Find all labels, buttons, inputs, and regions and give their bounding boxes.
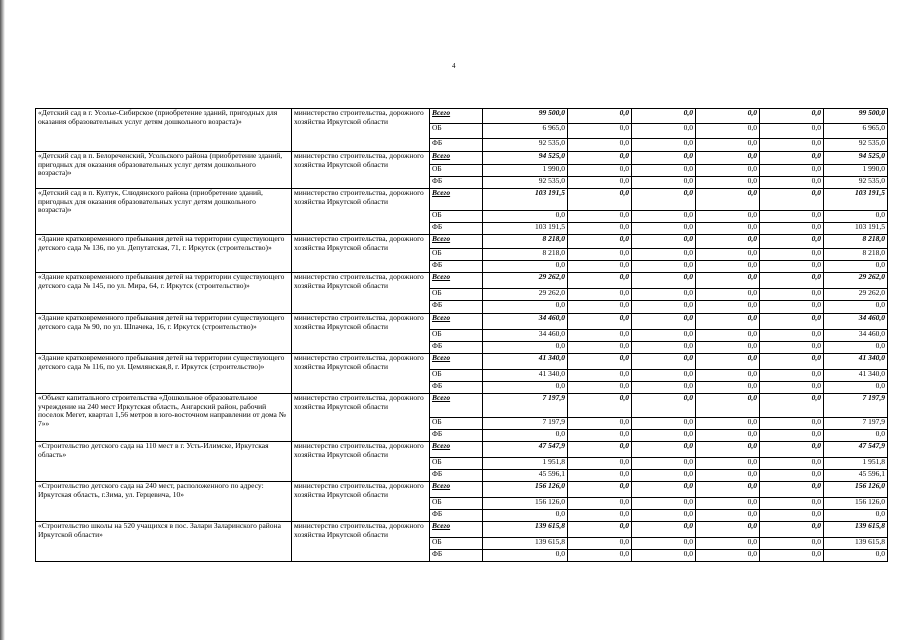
funding-source: Всего: [430, 235, 483, 249]
project-name: «Здание кратковременного пребывания детей на территории существующего детского сада № 136, по ул. Депутатская, 71, г. Иркутск (строительство)»: [36, 235, 292, 273]
amount-cell: 34 460,0: [483, 314, 568, 330]
amount-cell: 0,0: [483, 261, 568, 273]
amount-cell: 0,0: [696, 370, 760, 382]
amount-cell: 0,0: [696, 273, 760, 289]
project-name: «Объект капитального строительства «Дошкольное образовательное учреждение на 240 мест Иркутская область, Ангарский район, рабочий поселок Мегет, квартал 1,56 метров в юго-восточном направлении от дома № 7»»: [36, 394, 292, 442]
funding-source: ОБ: [430, 330, 483, 342]
table-body: [36, 109, 888, 562]
funding-source: ОБ: [430, 124, 483, 139]
amount-cell: 139 615,8: [824, 538, 888, 550]
project-executor: министерство строительства, дорожного хозяйства Иркутской области: [292, 394, 430, 442]
table-row: [36, 522, 888, 538]
amount-cell: 0,0: [760, 470, 824, 482]
amount-cell: 1 990,0: [824, 165, 888, 177]
amount-cell: 0,0: [632, 109, 696, 124]
amount-cell: 0,0: [632, 152, 696, 165]
amount-cell: 0,0: [632, 314, 696, 330]
amount-cell: 0,0: [760, 235, 824, 249]
amount-cell: 0,0: [632, 470, 696, 482]
funding-source: ОБ: [430, 249, 483, 261]
amount-cell: 41 340,0: [824, 370, 888, 382]
amount-cell: 0,0: [760, 538, 824, 550]
amount-cell: 0,0: [760, 418, 824, 430]
amount-cell: 0,0: [632, 418, 696, 430]
amount-cell: 0,0: [568, 301, 632, 314]
amount-cell: 156 126,0: [824, 482, 888, 498]
amount-cell: 7 197,9: [824, 418, 888, 430]
amount-cell: 92 535,0: [824, 177, 888, 189]
amount-cell: 6 965,0: [824, 124, 888, 139]
amount-cell: 99 500,0: [483, 109, 568, 124]
amount-cell: 0,0: [696, 510, 760, 522]
amount-cell: 0,0: [632, 510, 696, 522]
amount-cell: 0,0: [632, 189, 696, 211]
funding-source: Всего: [430, 354, 483, 370]
project-name: «Детский сад в п. Белореченский, Усольского района (приобретение зданий, пригодных для оказания образовательных услуг детям дошкольного возраста)»: [36, 152, 292, 189]
amount-cell: 0,0: [696, 342, 760, 354]
funding-source: ФБ: [430, 470, 483, 482]
amount-cell: 0,0: [696, 498, 760, 510]
amount-cell: 8 218,0: [483, 235, 568, 249]
amount-cell: 29 262,0: [483, 273, 568, 289]
amount-cell: 0,0: [483, 510, 568, 522]
amount-cell: 0,0: [568, 235, 632, 249]
project-executor: министерство строительства, дорожного хозяйства Иркутской области: [292, 235, 430, 273]
amount-cell: 0,0: [696, 314, 760, 330]
amount-cell: 0,0: [760, 273, 824, 289]
funding-source: Всего: [430, 109, 483, 124]
amount-cell: 99 500,0: [824, 109, 888, 124]
project-executor: министерство строительства, дорожного хозяйства Иркутской области: [292, 522, 430, 562]
amount-cell: 0,0: [760, 550, 824, 562]
amount-cell: 0,0: [632, 261, 696, 273]
funding-source: ФБ: [430, 342, 483, 354]
amount-cell: 1 990,0: [483, 165, 568, 177]
funding-source: ОБ: [430, 370, 483, 382]
amount-cell: 0,0: [760, 430, 824, 442]
amount-cell: 0,0: [760, 442, 824, 458]
funding-source: Всего: [430, 394, 483, 418]
amount-cell: 0,0: [760, 330, 824, 342]
amount-cell: 0,0: [760, 165, 824, 177]
funding-source: ОБ: [430, 289, 483, 301]
amount-cell: 0,0: [696, 538, 760, 550]
funding-source: ОБ: [430, 538, 483, 550]
table-row: [36, 235, 888, 249]
amount-cell: 0,0: [696, 470, 760, 482]
amount-cell: 0,0: [632, 223, 696, 235]
amount-cell: 94 525,0: [483, 152, 568, 165]
amount-cell: 139 615,8: [483, 538, 568, 550]
project-executor: министерство строительства, дорожного хозяйства Иркутской области: [292, 482, 430, 522]
amount-cell: 0,0: [696, 177, 760, 189]
amount-cell: 0,0: [483, 211, 568, 223]
amount-cell: 0,0: [568, 249, 632, 261]
amount-cell: 0,0: [696, 249, 760, 261]
amount-cell: 0,0: [632, 249, 696, 261]
project-name: «Строительство школы на 520 учащихся в пос. Залари Заларинского района Иркутской области»: [36, 522, 292, 562]
funding-source: ФБ: [430, 550, 483, 562]
amount-cell: 0,0: [696, 550, 760, 562]
amount-cell: 47 547,9: [824, 442, 888, 458]
amount-cell: 0,0: [824, 301, 888, 314]
amount-cell: 0,0: [696, 152, 760, 165]
amount-cell: 0,0: [568, 430, 632, 442]
amount-cell: 0,0: [568, 442, 632, 458]
amount-cell: 0,0: [568, 418, 632, 430]
amount-cell: 156 126,0: [483, 498, 568, 510]
amount-cell: 0,0: [696, 235, 760, 249]
amount-cell: 0,0: [696, 394, 760, 418]
amount-cell: 0,0: [632, 139, 696, 152]
funding-source: Всего: [430, 522, 483, 538]
table-row: [36, 442, 888, 458]
amount-cell: 34 460,0: [824, 330, 888, 342]
amount-cell: 0,0: [568, 550, 632, 562]
amount-cell: 0,0: [696, 211, 760, 223]
amount-cell: 103 191,5: [483, 189, 568, 211]
table-row: [36, 273, 888, 289]
amount-cell: 47 547,9: [483, 442, 568, 458]
amount-cell: 7 197,9: [483, 418, 568, 430]
amount-cell: 0,0: [696, 482, 760, 498]
funding-source: Всего: [430, 152, 483, 165]
amount-cell: 0,0: [696, 301, 760, 314]
amount-cell: 45 596,1: [824, 470, 888, 482]
project-executor: министерство строительства, дорожного хозяйства Иркутской области: [292, 189, 430, 235]
amount-cell: 0,0: [824, 211, 888, 223]
amount-cell: 0,0: [696, 430, 760, 442]
funding-source: Всего: [430, 442, 483, 458]
amount-cell: 0,0: [696, 165, 760, 177]
amount-cell: 1 951,8: [824, 458, 888, 470]
amount-cell: 0,0: [568, 382, 632, 394]
amount-cell: 0,0: [824, 382, 888, 394]
funding-source: ФБ: [430, 510, 483, 522]
amount-cell: 0,0: [632, 522, 696, 538]
amount-cell: 0,0: [568, 189, 632, 211]
amount-cell: 0,0: [568, 165, 632, 177]
amount-cell: 103 191,5: [483, 223, 568, 235]
amount-cell: 34 460,0: [824, 314, 888, 330]
amount-cell: 8 218,0: [824, 249, 888, 261]
amount-cell: 0,0: [632, 165, 696, 177]
amount-cell: 0,0: [696, 458, 760, 470]
funding-source: ФБ: [430, 223, 483, 235]
table-row: [36, 354, 888, 370]
funding-source: ФБ: [430, 177, 483, 189]
amount-cell: 0,0: [632, 273, 696, 289]
amount-cell: 0,0: [632, 124, 696, 139]
amount-cell: 0,0: [568, 289, 632, 301]
amount-cell: 0,0: [632, 382, 696, 394]
amount-cell: 0,0: [696, 330, 760, 342]
table-row: [36, 109, 888, 124]
amount-cell: 8 218,0: [483, 249, 568, 261]
table-row: [36, 152, 888, 165]
amount-cell: 29 262,0: [824, 273, 888, 289]
amount-cell: 0,0: [760, 139, 824, 152]
amount-cell: 45 596,1: [483, 470, 568, 482]
amount-cell: 0,0: [696, 109, 760, 124]
table-row: [36, 189, 888, 211]
amount-cell: 103 191,5: [824, 223, 888, 235]
amount-cell: 0,0: [632, 330, 696, 342]
amount-cell: 0,0: [568, 330, 632, 342]
amount-cell: 0,0: [568, 177, 632, 189]
table-row: [36, 314, 888, 330]
funding-source: ОБ: [430, 498, 483, 510]
amount-cell: 0,0: [760, 482, 824, 498]
amount-cell: 0,0: [760, 289, 824, 301]
project-name: «Здание кратковременного пребывания детей на территории существующего детского сада № 145, по ул. Мира, 64, г. Иркутск (строительство)»: [36, 273, 292, 314]
amount-cell: 0,0: [760, 354, 824, 370]
project-executor: министерство строительства, дорожного хозяйства Иркутской области: [292, 314, 430, 354]
amount-cell: 0,0: [568, 482, 632, 498]
amount-cell: 0,0: [760, 249, 824, 261]
amount-cell: 0,0: [568, 211, 632, 223]
amount-cell: 139 615,8: [824, 522, 888, 538]
amount-cell: 0,0: [568, 394, 632, 418]
amount-cell: 0,0: [632, 498, 696, 510]
amount-cell: 8 218,0: [824, 235, 888, 249]
amount-cell: 7 197,9: [483, 394, 568, 418]
amount-cell: 0,0: [483, 342, 568, 354]
amount-cell: 0,0: [483, 550, 568, 562]
funding-source: ФБ: [430, 261, 483, 273]
amount-cell: 0,0: [696, 522, 760, 538]
amount-cell: 0,0: [824, 510, 888, 522]
amount-cell: 0,0: [760, 124, 824, 139]
amount-cell: 0,0: [632, 354, 696, 370]
amount-cell: 0,0: [760, 510, 824, 522]
amount-cell: 0,0: [696, 139, 760, 152]
amount-cell: 0,0: [568, 510, 632, 522]
amount-cell: 0,0: [696, 124, 760, 139]
amount-cell: 0,0: [696, 223, 760, 235]
scan-edge: [0, 0, 5, 640]
amount-cell: 0,0: [632, 301, 696, 314]
amount-cell: 0,0: [760, 370, 824, 382]
amount-cell: 0,0: [568, 354, 632, 370]
amount-cell: 0,0: [632, 538, 696, 550]
amount-cell: 34 460,0: [483, 330, 568, 342]
amount-cell: 0,0: [696, 189, 760, 211]
amount-cell: 0,0: [568, 342, 632, 354]
amount-cell: 0,0: [568, 522, 632, 538]
amount-cell: 0,0: [632, 394, 696, 418]
amount-cell: 0,0: [824, 261, 888, 273]
amount-cell: 0,0: [760, 223, 824, 235]
amount-cell: 0,0: [568, 223, 632, 235]
amount-cell: 0,0: [760, 382, 824, 394]
funding-source: ОБ: [430, 458, 483, 470]
amount-cell: 0,0: [824, 430, 888, 442]
amount-cell: 0,0: [483, 430, 568, 442]
table-row: [36, 394, 888, 418]
amount-cell: 0,0: [568, 139, 632, 152]
funding-source: ОБ: [430, 211, 483, 223]
amount-cell: 0,0: [568, 458, 632, 470]
amount-cell: 0,0: [632, 211, 696, 223]
amount-cell: 0,0: [632, 342, 696, 354]
amount-cell: 92 535,0: [824, 139, 888, 152]
page-number: 4: [452, 62, 456, 70]
amount-cell: 0,0: [632, 430, 696, 442]
amount-cell: 0,0: [568, 273, 632, 289]
funding-source: ОБ: [430, 165, 483, 177]
amount-cell: 0,0: [696, 354, 760, 370]
amount-cell: 0,0: [632, 235, 696, 249]
amount-cell: 0,0: [568, 470, 632, 482]
amount-cell: 7 197,9: [824, 394, 888, 418]
project-name: «Детский сад в г. Усолье-Сибирское (приобретение зданий, пригодных для оказания образовательных услуг детям дошкольного возраста)»: [36, 109, 292, 152]
amount-cell: 0,0: [824, 342, 888, 354]
amount-cell: 94 525,0: [824, 152, 888, 165]
project-name: «Строительство детского сада на 110 мест в г. Усть-Илимске, Иркутская область»: [36, 442, 292, 482]
amount-cell: 0,0: [760, 211, 824, 223]
amount-cell: 0,0: [696, 418, 760, 430]
amount-cell: 0,0: [696, 289, 760, 301]
amount-cell: 0,0: [632, 458, 696, 470]
funding-source: Всего: [430, 314, 483, 330]
project-executor: министерство строительства, дорожного хозяйства Иркутской области: [292, 442, 430, 482]
amount-cell: 0,0: [568, 152, 632, 165]
amount-cell: 0,0: [483, 382, 568, 394]
amount-cell: 0,0: [632, 550, 696, 562]
amount-cell: 0,0: [760, 189, 824, 211]
amount-cell: 103 191,5: [824, 189, 888, 211]
amount-cell: 29 262,0: [824, 289, 888, 301]
amount-cell: 0,0: [760, 177, 824, 189]
amount-cell: 0,0: [760, 152, 824, 165]
amount-cell: 0,0: [696, 261, 760, 273]
budget-table: [35, 108, 888, 562]
table-row: [36, 482, 888, 498]
amount-cell: 0,0: [824, 550, 888, 562]
project-executor: министерство строительства, дорожного хозяйства Иркутской области: [292, 354, 430, 394]
funding-source: ФБ: [430, 139, 483, 152]
amount-cell: 0,0: [760, 301, 824, 314]
amount-cell: 0,0: [760, 261, 824, 273]
project-name: «Детский сад в п. Култук, Слюдянского района (приобретение зданий, пригодных для оказания образовательных услуг детям дошкольного возраста)»: [36, 189, 292, 235]
amount-cell: 0,0: [568, 498, 632, 510]
amount-cell: 0,0: [760, 109, 824, 124]
amount-cell: 0,0: [568, 124, 632, 139]
amount-cell: 0,0: [632, 442, 696, 458]
project-name: «Строительство детского сада на 240 мест, расположенного по адресу: Иркутская область, г.Зима, ул. Герцевича, 10»: [36, 482, 292, 522]
amount-cell: 0,0: [568, 261, 632, 273]
amount-cell: 41 340,0: [824, 354, 888, 370]
amount-cell: 41 340,0: [483, 370, 568, 382]
amount-cell: 0,0: [568, 314, 632, 330]
amount-cell: 156 126,0: [824, 498, 888, 510]
amount-cell: 0,0: [568, 109, 632, 124]
funding-source: Всего: [430, 189, 483, 211]
amount-cell: 0,0: [760, 498, 824, 510]
amount-cell: 0,0: [483, 301, 568, 314]
funding-source: ОБ: [430, 418, 483, 430]
amount-cell: 41 340,0: [483, 354, 568, 370]
amount-cell: 0,0: [760, 394, 824, 418]
project-executor: министерство строительства, дорожного хозяйства Иркутской области: [292, 152, 430, 189]
amount-cell: 0,0: [696, 382, 760, 394]
amount-cell: 0,0: [632, 370, 696, 382]
amount-cell: 0,0: [760, 342, 824, 354]
amount-cell: 0,0: [632, 482, 696, 498]
project-name: «Здание кратковременного пребывания детей на территории существующего детского сада № 116, по ул. Цемлянская,8, г. Иркутск (строительство)»: [36, 354, 292, 394]
funding-source: ФБ: [430, 301, 483, 314]
project-executor: министерство строительства, дорожного хозяйства Иркутской области: [292, 273, 430, 314]
funding-source: ФБ: [430, 430, 483, 442]
amount-cell: 92 535,0: [483, 177, 568, 189]
amount-cell: 0,0: [760, 522, 824, 538]
amount-cell: 6 965,0: [483, 124, 568, 139]
amount-cell: 0,0: [632, 289, 696, 301]
amount-cell: 92 535,0: [483, 139, 568, 152]
amount-cell: 0,0: [760, 314, 824, 330]
amount-cell: 0,0: [696, 442, 760, 458]
funding-source: Всего: [430, 273, 483, 289]
funding-source: ФБ: [430, 382, 483, 394]
amount-cell: 0,0: [568, 538, 632, 550]
project-executor: министерство строительства, дорожного хозяйства Иркутской области: [292, 109, 430, 152]
amount-cell: 139 615,8: [483, 522, 568, 538]
amount-cell: 0,0: [760, 458, 824, 470]
amount-cell: 156 126,0: [483, 482, 568, 498]
amount-cell: 29 262,0: [483, 289, 568, 301]
amount-cell: 0,0: [568, 370, 632, 382]
amount-cell: 0,0: [632, 177, 696, 189]
amount-cell: 1 951,8: [483, 458, 568, 470]
funding-source: Всего: [430, 482, 483, 498]
project-name: «Здание кратковременного пребывания детей на территории существующего детского сада № 90, по ул. Шпачека, 16, г. Иркутск (строительство)»: [36, 314, 292, 354]
